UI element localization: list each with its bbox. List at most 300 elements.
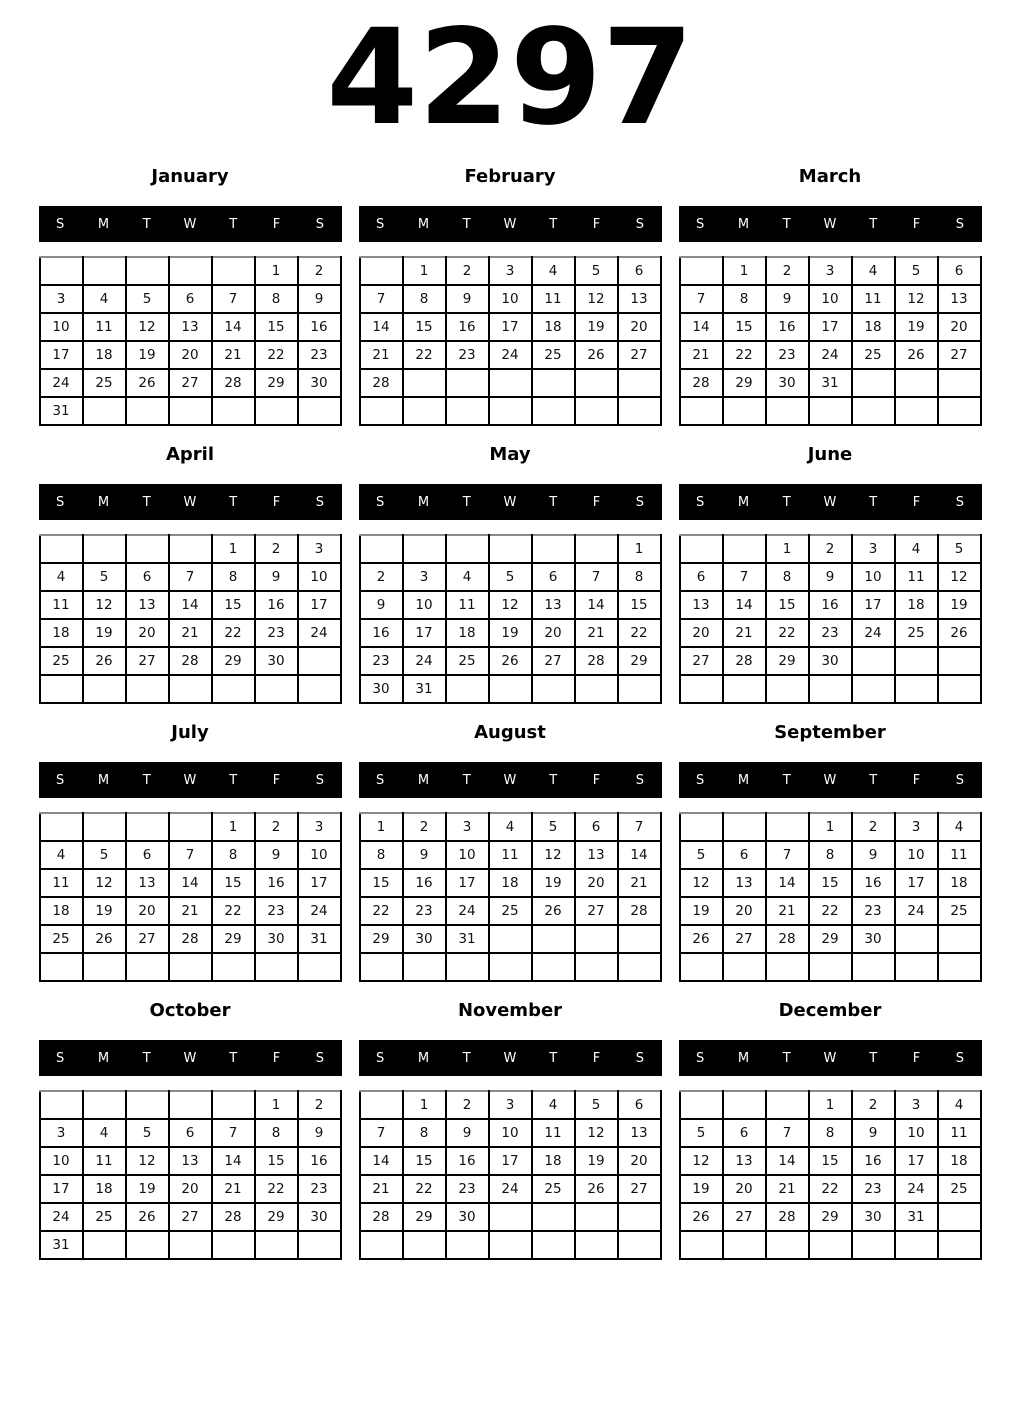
day-cell: 11 [532,1119,575,1147]
day-cell: 28 [169,647,212,675]
empty-day-cell [403,535,446,563]
empty-day-cell [618,369,661,397]
day-cell: 30 [852,1203,895,1231]
day-cell: 27 [938,341,981,369]
month-september [679,722,982,982]
empty-day-cell [360,257,403,285]
day-cell: 10 [489,285,532,313]
weekday-header-row [359,206,662,242]
day-cell: 13 [575,841,618,869]
day-cell: 24 [446,897,489,925]
day-cell: 26 [680,1203,723,1231]
day-cell: 29 [255,369,298,397]
month-march [679,166,982,426]
empty-day-cell [938,1231,981,1259]
day-cell: 19 [126,1175,169,1203]
week-row [360,953,661,981]
day-cell: 16 [298,1147,341,1175]
day-cell: 11 [489,841,532,869]
day-cell: 14 [618,841,661,869]
week-row [40,369,341,397]
day-cell: 20 [532,619,575,647]
weekday-letter: M [97,772,110,788]
day-cell: 29 [766,647,809,675]
day-cell: 18 [83,1175,126,1203]
empty-day-cell [126,397,169,425]
weekday-letter: W [823,1050,837,1066]
day-cell: 31 [40,1231,83,1259]
empty-day-cell [169,1231,212,1259]
week-row [40,285,341,313]
day-cell: 25 [938,1175,981,1203]
day-cell: 9 [446,285,489,313]
empty-day-cell [766,1231,809,1259]
day-cell: 29 [212,925,255,953]
day-cell: 9 [852,841,895,869]
day-cell: 22 [618,619,661,647]
day-cell: 6 [723,1119,766,1147]
weekday-header-bar [39,1040,342,1076]
empty-day-cell [255,953,298,981]
day-cell: 27 [532,647,575,675]
day-cell: 5 [126,285,169,313]
day-cell: 23 [809,619,852,647]
month-day-grid [679,812,982,982]
day-cell: 21 [723,619,766,647]
day-cell: 28 [766,1203,809,1231]
weekday-letter: M [737,1050,750,1066]
empty-day-cell [852,1231,895,1259]
weekday-letter: F [592,772,601,788]
empty-day-cell [126,953,169,981]
weekday-letter: F [592,1050,601,1066]
empty-day-cell [809,953,852,981]
day-cell: 3 [40,285,83,313]
week-row [40,1203,341,1231]
day-cell: 16 [403,869,446,897]
day-cell: 4 [83,285,126,313]
day-cell: 15 [809,869,852,897]
weekday-header-row [679,206,982,242]
day-cell: 12 [895,285,938,313]
day-cell: 16 [809,591,852,619]
day-cell: 13 [618,1119,661,1147]
weekday-letter: F [912,1050,921,1066]
day-cell: 8 [255,1119,298,1147]
day-cell: 3 [895,1091,938,1119]
weekday-letter: T [549,494,558,510]
weekday-letter: T [549,1050,558,1066]
day-cell: 8 [360,841,403,869]
day-cell: 13 [532,591,575,619]
day-cell: 18 [40,619,83,647]
empty-day-cell [83,535,126,563]
week-row [680,535,981,563]
day-cell: 13 [169,1147,212,1175]
week-row [40,813,341,841]
month-title: April [165,444,215,465]
empty-day-cell [723,813,766,841]
month-title: August [474,722,546,743]
day-cell: 20 [126,619,169,647]
week-row [680,1119,981,1147]
week-row [680,1231,981,1259]
day-cell: 13 [723,1147,766,1175]
day-cell: 8 [809,841,852,869]
day-cell: 27 [723,1203,766,1231]
day-cell: 23 [298,1175,341,1203]
month-december [679,1000,982,1260]
empty-day-cell [298,397,341,425]
day-cell: 30 [298,1203,341,1231]
weekday-letter: W [183,1050,197,1066]
day-cell: 3 [895,813,938,841]
week-row [40,257,341,285]
day-cell: 11 [40,591,83,619]
empty-day-cell [575,397,618,425]
empty-day-cell [895,675,938,703]
weekday-letter: W [823,216,837,232]
empty-day-cell [40,675,83,703]
weekday-header-row [679,1040,982,1076]
day-cell: 30 [446,1203,489,1231]
weekday-letter: S [376,772,385,788]
day-cell: 5 [680,1119,723,1147]
day-cell: 11 [83,1147,126,1175]
week-row [360,813,661,841]
empty-day-cell [532,535,575,563]
empty-day-cell [723,535,766,563]
month-day-grid [359,812,662,982]
empty-day-cell [766,397,809,425]
day-cell: 10 [852,563,895,591]
empty-day-cell [403,1231,446,1259]
month-title: December [778,1000,882,1021]
weekday-letter: F [912,772,921,788]
day-cell: 23 [766,341,809,369]
day-cell: 29 [809,1203,852,1231]
day-cell: 30 [403,925,446,953]
day-cell: 25 [532,1175,575,1203]
day-cell: 27 [575,897,618,925]
empty-day-cell [83,953,126,981]
day-cell: 20 [618,1147,661,1175]
day-cell: 10 [895,841,938,869]
month-title: October [149,1000,231,1021]
day-cell: 31 [403,675,446,703]
day-cell: 15 [255,1147,298,1175]
weekday-letter: M [737,772,750,788]
week-row [680,591,981,619]
day-cell: 28 [169,925,212,953]
day-cell: 25 [40,647,83,675]
day-cell: 15 [255,313,298,341]
day-cell: 2 [298,257,341,285]
empty-day-cell [618,953,661,981]
week-row [680,397,981,425]
week-row [40,1147,341,1175]
week-row [360,869,661,897]
month-day-grid [359,1090,662,1260]
empty-day-cell [40,953,83,981]
day-cell: 20 [575,869,618,897]
weekday-letter: T [229,1050,238,1066]
day-cell: 9 [360,591,403,619]
empty-day-cell [126,257,169,285]
empty-day-cell [723,1091,766,1119]
weekday-letter: T [229,772,238,788]
day-cell: 11 [532,285,575,313]
empty-day-cell [298,675,341,703]
day-cell: 22 [766,619,809,647]
day-cell: 29 [618,647,661,675]
empty-day-cell [360,535,403,563]
day-cell: 13 [169,313,212,341]
day-cell: 1 [809,813,852,841]
day-cell: 7 [618,813,661,841]
week-row [360,897,661,925]
day-cell: 6 [680,563,723,591]
week-row [680,1147,981,1175]
day-cell: 4 [40,841,83,869]
weekday-letter: W [183,494,197,510]
empty-day-cell [298,647,341,675]
empty-day-cell [169,953,212,981]
month-title: June [807,444,853,465]
week-row [360,925,661,953]
day-cell: 9 [403,841,446,869]
empty-day-cell [852,675,895,703]
day-cell: 31 [895,1203,938,1231]
weekday-letter: S [56,772,65,788]
empty-day-cell [169,257,212,285]
empty-day-cell [532,953,575,981]
day-cell: 20 [723,1175,766,1203]
day-cell: 21 [360,341,403,369]
day-cell: 25 [446,647,489,675]
day-cell: 15 [403,313,446,341]
day-cell: 2 [403,813,446,841]
week-row [360,591,661,619]
weekday-header-bar [679,1040,982,1076]
day-cell: 7 [360,285,403,313]
empty-day-cell [403,369,446,397]
day-cell: 18 [446,619,489,647]
day-cell: 18 [532,1147,575,1175]
day-cell: 7 [212,1119,255,1147]
empty-day-cell [852,953,895,981]
month-june [679,444,982,704]
weekday-letter: S [56,1050,65,1066]
day-cell: 1 [403,1091,446,1119]
empty-day-cell [212,397,255,425]
day-cell: 20 [126,897,169,925]
day-cell: 26 [532,897,575,925]
week-row [360,313,661,341]
day-cell: 12 [126,1147,169,1175]
empty-day-cell [532,675,575,703]
day-cell: 18 [938,869,981,897]
day-cell: 14 [680,313,723,341]
day-cell: 23 [852,1175,895,1203]
day-cell: 27 [169,1203,212,1231]
day-cell: 18 [489,869,532,897]
empty-day-cell [809,397,852,425]
month-title: March [798,166,862,187]
weekday-letter: T [782,1050,791,1066]
day-cell: 20 [723,897,766,925]
weekday-letter: S [315,494,324,510]
month-february [359,166,662,426]
day-cell: 15 [360,869,403,897]
day-cell: 26 [83,647,126,675]
weekday-letter: S [696,494,705,510]
day-cell: 4 [895,535,938,563]
empty-day-cell [255,397,298,425]
day-cell: 21 [618,869,661,897]
weekday-letter: T [782,216,791,232]
month-april [39,444,342,704]
month-october [39,1000,342,1260]
day-cell: 10 [403,591,446,619]
week-row [680,841,981,869]
day-cell: 14 [766,869,809,897]
day-cell: 9 [298,1119,341,1147]
empty-day-cell [766,675,809,703]
day-cell: 21 [212,341,255,369]
day-cell: 24 [489,341,532,369]
day-cell: 7 [766,841,809,869]
day-cell: 28 [575,647,618,675]
weekday-letter: F [592,216,601,232]
day-cell: 13 [723,869,766,897]
empty-day-cell [618,925,661,953]
weekday-letter: S [56,494,65,510]
week-row [680,313,981,341]
weekday-header-bar [359,484,662,520]
week-row [680,675,981,703]
weekday-header-row [359,1040,662,1076]
weekday-letter: S [315,1050,324,1066]
day-cell: 17 [298,869,341,897]
empty-day-cell [298,953,341,981]
week-row [360,841,661,869]
day-cell: 31 [40,397,83,425]
empty-day-cell [126,535,169,563]
day-cell: 1 [723,257,766,285]
day-cell: 1 [360,813,403,841]
weekday-letter: W [823,494,837,510]
day-cell: 29 [723,369,766,397]
weekday-letter: T [869,1050,878,1066]
day-cell: 21 [766,1175,809,1203]
day-cell: 24 [403,647,446,675]
day-cell: 15 [618,591,661,619]
weekday-letter: S [315,216,324,232]
day-cell: 8 [618,563,661,591]
day-cell: 4 [446,563,489,591]
day-cell: 28 [618,897,661,925]
day-cell: 7 [169,841,212,869]
day-cell: 31 [446,925,489,953]
day-cell: 12 [126,313,169,341]
empty-day-cell [169,397,212,425]
empty-day-cell [809,675,852,703]
day-cell: 12 [680,1147,723,1175]
week-row [40,619,341,647]
weekday-letter: S [315,772,324,788]
empty-day-cell [40,813,83,841]
day-cell: 4 [852,257,895,285]
empty-day-cell [212,675,255,703]
empty-day-cell [212,257,255,285]
day-cell: 23 [255,619,298,647]
day-cell: 18 [532,313,575,341]
day-cell: 7 [169,563,212,591]
empty-day-cell [446,1231,489,1259]
month-day-grid [39,256,342,426]
day-cell: 26 [938,619,981,647]
day-cell: 28 [212,1203,255,1231]
weekday-letter: T [462,1050,471,1066]
day-cell: 18 [852,313,895,341]
empty-day-cell [895,925,938,953]
empty-day-cell [938,1203,981,1231]
week-row [360,369,661,397]
day-cell: 21 [169,897,212,925]
empty-day-cell [532,925,575,953]
empty-day-cell [680,535,723,563]
empty-day-cell [126,813,169,841]
empty-day-cell [575,535,618,563]
day-cell: 12 [575,285,618,313]
day-cell: 17 [40,1175,83,1203]
empty-day-cell [169,1091,212,1119]
day-cell: 9 [255,563,298,591]
day-cell: 16 [852,869,895,897]
weekday-letter: W [503,772,517,788]
empty-day-cell [40,257,83,285]
day-cell: 6 [618,257,661,285]
day-cell: 5 [938,535,981,563]
empty-day-cell [489,953,532,981]
day-cell: 24 [895,1175,938,1203]
day-cell: 8 [403,285,446,313]
months-grid [39,166,982,1260]
weekday-letter: S [56,216,65,232]
day-cell: 5 [83,841,126,869]
empty-day-cell [212,1231,255,1259]
week-row [360,397,661,425]
day-cell: 4 [40,563,83,591]
day-cell: 23 [446,1175,489,1203]
weekday-letter: T [462,772,471,788]
empty-day-cell [618,397,661,425]
weekday-letter: S [955,216,964,232]
day-cell: 9 [255,841,298,869]
month-july [39,722,342,982]
day-cell: 17 [298,591,341,619]
day-cell: 22 [809,1175,852,1203]
empty-day-cell [212,1091,255,1119]
empty-day-cell [83,397,126,425]
day-cell: 2 [446,1091,489,1119]
empty-day-cell [723,675,766,703]
empty-day-cell [40,535,83,563]
day-cell: 11 [938,1119,981,1147]
day-cell: 16 [298,313,341,341]
day-cell: 11 [83,313,126,341]
